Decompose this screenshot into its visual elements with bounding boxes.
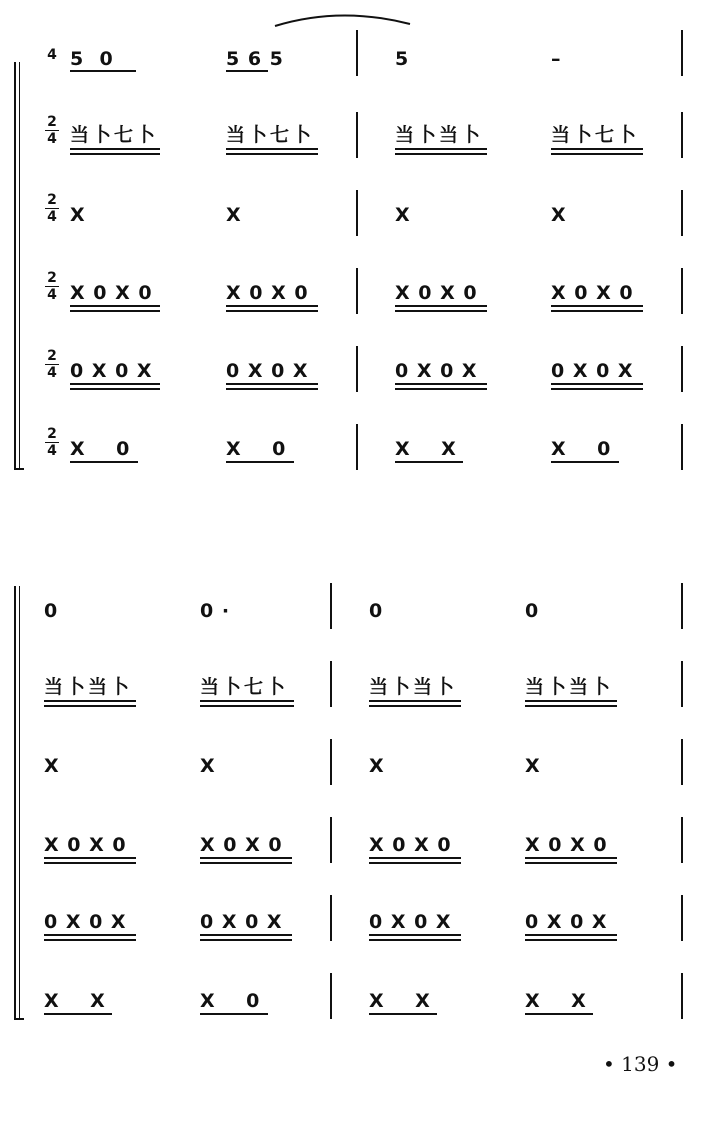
- measure-cell: 0 X 0 X: [200, 911, 283, 933]
- measure-cell: X 0 X 0: [200, 834, 283, 856]
- measure-cell: 当卜当卜: [395, 124, 484, 146]
- ts-top: 2: [47, 192, 57, 208]
- barline-middle: [330, 739, 332, 785]
- ts-bottom: 4: [47, 443, 57, 459]
- system-bracket: [14, 62, 16, 470]
- underline: [395, 388, 487, 390]
- underline: [200, 939, 292, 941]
- underline: [525, 700, 617, 702]
- underline: [70, 310, 160, 312]
- underline: [395, 305, 487, 307]
- ts-top: 2: [47, 270, 57, 286]
- measure-cell: 当卜当卜: [369, 676, 458, 698]
- underline: [44, 939, 136, 941]
- measure-cell: 0 X 0 X: [551, 360, 634, 382]
- measure-cell: X 0 X 0: [226, 282, 309, 304]
- time-signature: [45, 193, 59, 224]
- ts-bottom: 4: [47, 209, 57, 225]
- measure-cell: X: [551, 204, 567, 226]
- underline: [369, 934, 461, 936]
- measure-cell: X X: [44, 990, 106, 1012]
- measure-cell: 当卜七卜: [226, 124, 315, 146]
- measure-cell: X: [525, 755, 541, 777]
- underline: [200, 862, 292, 864]
- measure-cell: X 0 X 0: [369, 834, 452, 856]
- measure-cell: X 0 X 0: [44, 834, 127, 856]
- underline: [44, 1013, 112, 1015]
- time-signature: [45, 271, 59, 302]
- page-number: • 139 •: [603, 1052, 678, 1076]
- measure-cell: X 0: [70, 438, 131, 460]
- underline: [369, 939, 461, 941]
- underline: [551, 383, 643, 385]
- underline: [200, 705, 294, 707]
- barline-middle: [356, 190, 358, 236]
- measure-cell: 0 X 0 X: [70, 360, 153, 382]
- bracket-foot: [14, 1018, 24, 1020]
- underline: [44, 857, 136, 859]
- underline: [369, 857, 461, 859]
- underline: [70, 461, 138, 463]
- ts-bottom: 4: [47, 365, 57, 381]
- barline-middle: [330, 583, 332, 629]
- underline: [226, 388, 318, 390]
- measure-cell: 当卜当卜: [44, 676, 133, 698]
- underline: [70, 70, 136, 72]
- underline: [551, 388, 643, 390]
- measure-cell: X X: [525, 990, 587, 1012]
- measure-cell: X: [395, 204, 411, 226]
- underline: [44, 862, 136, 864]
- ts-bottom: 4: [47, 287, 57, 303]
- measure-cell: X: [226, 204, 242, 226]
- measure-cell: X X: [369, 990, 431, 1012]
- underline: [395, 148, 487, 150]
- barline-end: [681, 817, 683, 863]
- measure-cell: 0: [369, 600, 384, 622]
- ts-top: 2: [47, 426, 57, 442]
- barline-middle: [356, 424, 358, 470]
- underline: [226, 383, 318, 385]
- barline-middle: [330, 895, 332, 941]
- measure-cell: X 0: [226, 438, 287, 460]
- underline: [525, 705, 617, 707]
- measure-cell: 5 0: [70, 48, 114, 70]
- underline: [395, 461, 463, 463]
- barline-middle: [356, 268, 358, 314]
- underline: [226, 153, 318, 155]
- measure-cell: X: [369, 755, 385, 777]
- measure-cell: 0: [44, 600, 59, 622]
- slur-mark: [270, 8, 420, 30]
- measure-cell: 0 X 0 X: [395, 360, 478, 382]
- barline-end: [681, 268, 683, 314]
- underline: [551, 461, 619, 463]
- underline: [395, 383, 487, 385]
- system-bracket-inner: [19, 62, 20, 470]
- time-signature: [45, 48, 59, 62]
- barline-end: [681, 346, 683, 392]
- underline: [226, 310, 318, 312]
- underline: [44, 700, 136, 702]
- underline: [525, 934, 617, 936]
- measure-cell: 5 6 5: [226, 48, 284, 70]
- time-signature: [45, 427, 59, 458]
- measure-cell: 当卜七卜: [70, 124, 159, 146]
- time-signature: [45, 349, 59, 380]
- measure-cell: X 0 X 0: [551, 282, 634, 304]
- measure-cell: 当卜当卜: [525, 676, 614, 698]
- barline-middle: [330, 817, 332, 863]
- barline-middle: [330, 661, 332, 707]
- measure-cell: X 0 X 0: [525, 834, 608, 856]
- underline: [525, 857, 617, 859]
- barline-end: [681, 583, 683, 629]
- underline: [369, 700, 461, 702]
- underline: [226, 148, 318, 150]
- underline: [70, 305, 160, 307]
- barline-end: [681, 112, 683, 158]
- underline: [551, 310, 643, 312]
- barline-middle: [356, 346, 358, 392]
- underline: [200, 857, 292, 859]
- underline: [70, 388, 160, 390]
- underline: [200, 700, 294, 702]
- barline-middle: [356, 30, 358, 76]
- barline-end: [681, 739, 683, 785]
- ts-top: 2: [47, 348, 57, 364]
- ts-top: 2: [47, 114, 57, 130]
- measure-cell: 5: [395, 48, 410, 70]
- ts-bottom: 4: [47, 131, 57, 147]
- underline: [551, 148, 643, 150]
- underline: [551, 305, 643, 307]
- system-bracket-inner: [19, 586, 20, 1020]
- underline: [70, 153, 160, 155]
- measure-cell: 0 ·: [200, 600, 231, 622]
- underline: [226, 70, 268, 72]
- measure-cell: X X: [395, 438, 457, 460]
- underline: [395, 310, 487, 312]
- underline: [226, 305, 318, 307]
- measure-cell: 0: [525, 600, 540, 622]
- underline: [525, 862, 617, 864]
- system-bracket: [14, 586, 16, 1020]
- underline: [525, 1013, 593, 1015]
- barline-middle: [356, 112, 358, 158]
- underline: [44, 934, 136, 936]
- barline-end: [681, 973, 683, 1019]
- barline-end: [681, 661, 683, 707]
- time-signature: [45, 115, 59, 146]
- underline: [525, 939, 617, 941]
- measure-cell: 0 X 0 X: [369, 911, 452, 933]
- underline: [551, 153, 643, 155]
- underline: [369, 1013, 437, 1015]
- measure-cell: 0 X 0 X: [226, 360, 309, 382]
- ts-bottom: 4: [47, 47, 57, 63]
- measure-cell: X: [70, 204, 86, 226]
- barline-middle: [330, 973, 332, 1019]
- measure-cell: –: [551, 48, 562, 70]
- underline: [395, 153, 487, 155]
- underline: [369, 862, 461, 864]
- measure-cell: X: [200, 755, 216, 777]
- barline-end: [681, 895, 683, 941]
- measure-cell: X: [44, 755, 60, 777]
- underline: [70, 383, 160, 385]
- barline-end: [681, 30, 683, 76]
- underline: [226, 461, 294, 463]
- barline-end: [681, 190, 683, 236]
- bracket-foot: [14, 468, 24, 470]
- measure-cell: X 0 X 0: [395, 282, 478, 304]
- measure-cell: 当卜七卜: [551, 124, 640, 146]
- measure-cell: 0 X 0 X: [44, 911, 127, 933]
- underline: [200, 1013, 268, 1015]
- underline: [70, 148, 160, 150]
- underline: [44, 705, 136, 707]
- measure-cell: 当卜七卜: [200, 676, 289, 698]
- underline: [369, 705, 461, 707]
- measure-cell: X 0 X 0: [70, 282, 153, 304]
- underline: [200, 934, 292, 936]
- barline-end: [681, 424, 683, 470]
- measure-cell: X 0: [200, 990, 261, 1012]
- measure-cell: 0 X 0 X: [525, 911, 608, 933]
- measure-cell: X 0: [551, 438, 612, 460]
